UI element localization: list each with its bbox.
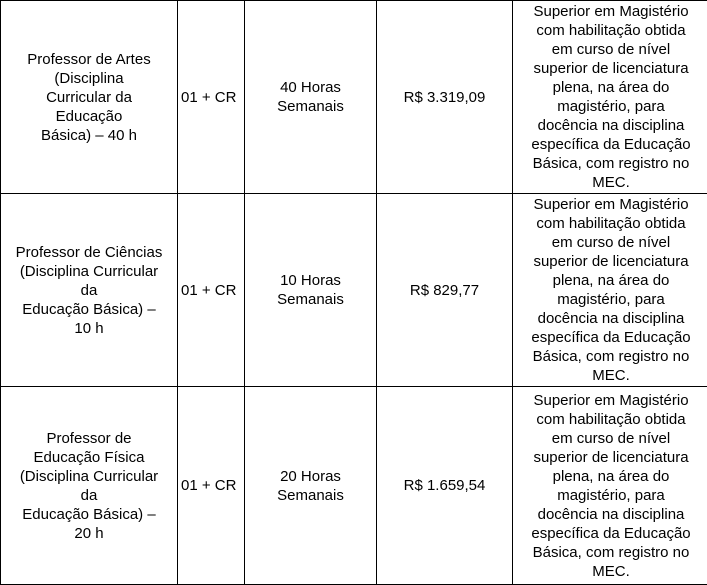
requisito-line: Básica, com registro no — [515, 347, 707, 366]
requisito-line: em curso de nível — [515, 429, 707, 448]
cargo-line: Básica) – 40 h — [7, 126, 171, 145]
carga-line: 40 Horas — [245, 78, 376, 97]
requisito-line: docência na disciplina — [515, 116, 707, 135]
requisito-line: Superior em Magistério — [515, 195, 707, 214]
requisito-line: específica da Educação — [515, 328, 707, 347]
requisito-line: superior de licenciatura — [515, 59, 707, 78]
requisito-line: específica da Educação — [515, 524, 707, 543]
requisito-line: Básica, com registro no — [515, 543, 707, 562]
cargo-line: 20 h — [7, 524, 171, 543]
cargo-line: Educação Básica) – — [7, 505, 171, 524]
table-row — [1, 194, 707, 387]
vencimento-cell: R$ 1.659,54 — [377, 387, 513, 585]
vencimento-cell: R$ 829,77 — [377, 194, 513, 387]
requisitos-cell — [513, 194, 707, 387]
carga-horaria-cell — [245, 194, 377, 387]
cargo-line: (Disciplina Curricular — [7, 467, 171, 486]
requisito-line: plena, na área do — [515, 78, 707, 97]
requisito-line: MEC. — [515, 562, 707, 581]
requisito-line: em curso de nível — [515, 40, 707, 59]
vencimento-cell: R$ 3.319,09 — [377, 1, 513, 194]
vagas-cell: 01 + CR — [178, 387, 245, 585]
cargo-line: da — [7, 486, 171, 505]
requisito-line: Superior em Magistério — [515, 2, 707, 21]
requisito-line: Superior em Magistério — [515, 391, 707, 410]
requisitos-cell — [513, 1, 707, 194]
cargo-cell — [1, 1, 178, 194]
requisito-line: em curso de nível — [515, 233, 707, 252]
cargo-cell — [1, 194, 178, 387]
cargo-cell — [1, 387, 178, 585]
requisito-line: com habilitação obtida — [515, 214, 707, 233]
requisito-line: plena, na área do — [515, 271, 707, 290]
cargo-line: 10 h — [7, 319, 171, 338]
requisito-line: MEC. — [515, 366, 707, 385]
cargo-line: da — [7, 281, 171, 300]
cargo-line: Professor de — [7, 429, 171, 448]
cargo-line: Curricular da — [7, 88, 171, 107]
cargo-line: (Disciplina — [7, 69, 171, 88]
carga-horaria-cell — [245, 387, 377, 585]
carga-line: Semanais — [245, 290, 376, 309]
requisito-line: específica da Educação — [515, 135, 707, 154]
requisito-line: plena, na área do — [515, 467, 707, 486]
requisito-line: com habilitação obtida — [515, 21, 707, 40]
carga-line: 20 Horas — [245, 467, 376, 486]
carga-line: Semanais — [245, 486, 376, 505]
cargo-line: Professor de Ciências — [7, 243, 171, 262]
vagas-cell: 01 + CR — [178, 194, 245, 387]
cargo-line: Educação — [7, 107, 171, 126]
carga-horaria-cell — [245, 1, 377, 194]
requisitos-cell — [513, 387, 707, 585]
requisito-line: MEC. — [515, 173, 707, 192]
cargo-line: (Disciplina Curricular — [7, 262, 171, 281]
cargo-line: Professor de Artes — [7, 50, 171, 69]
requisito-line: Básica, com registro no — [515, 154, 707, 173]
table-row — [1, 387, 707, 585]
table-row — [1, 1, 707, 194]
requisito-line: docência na disciplina — [515, 505, 707, 524]
carga-line: 10 Horas — [245, 271, 376, 290]
requisito-line: magistério, para — [515, 486, 707, 505]
requisito-line: superior de licenciatura — [515, 448, 707, 467]
carga-line: Semanais — [245, 97, 376, 116]
requisito-line: magistério, para — [515, 97, 707, 116]
cargo-line: Educação Básica) – — [7, 300, 171, 319]
requisito-line: com habilitação obtida — [515, 410, 707, 429]
requisito-line: docência na disciplina — [515, 309, 707, 328]
vagas-cell: 01 + CR — [178, 1, 245, 194]
requisito-line: magistério, para — [515, 290, 707, 309]
cargo-line: Educação Física — [7, 448, 171, 467]
requisito-line: superior de licenciatura — [515, 252, 707, 271]
